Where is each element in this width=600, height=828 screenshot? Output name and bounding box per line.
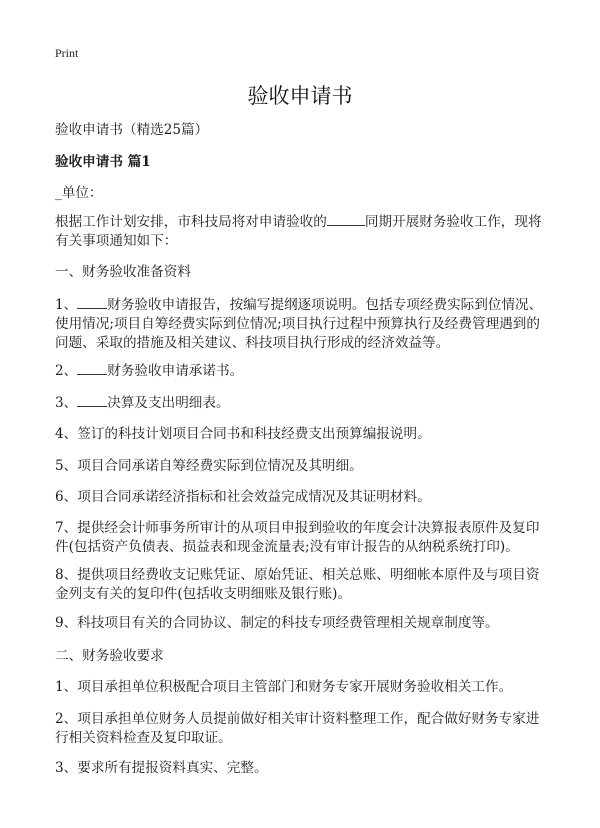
intro-text-end: 同期开展财务验收工作，现将有关事项通知如下： — [55, 214, 542, 249]
list-item-3 — [55, 393, 547, 413]
blank-underline — [77, 361, 107, 375]
list-item-9 — [55, 614, 547, 633]
item-number: 8、 — [55, 567, 78, 583]
item-number: 9、 — [55, 615, 78, 631]
part2-heading: 二、财务验收要求 — [55, 648, 164, 664]
item-text: 提供经会计师事务所审计的从项目申报到验收的年度会计决算报表原件及复印件(包括资产负债表、损益表和现金流量表;没有审计报告的从纳税系统打印)。 — [55, 520, 540, 555]
requirement-item-2: 2、项目承担单位财务人员提前做好相关审计资料整理工作，配合做好财务专家进行相关资料检查及复印取证。 — [55, 711, 540, 746]
item-number: 7、 — [55, 520, 78, 536]
intro-paragraph — [55, 212, 547, 251]
blank-underline — [327, 212, 365, 226]
item-number: 6、 — [55, 489, 78, 505]
item-number: 2、 — [55, 363, 78, 379]
list-item-4 — [55, 425, 547, 444]
item-text: 签订的科技计划项目合同书和科技经费支出预算编报说明。 — [77, 426, 431, 442]
item-text: 决算及支出明细表。 — [107, 395, 230, 411]
item-text: 提供项目经费收支记账凭证、原始凭证、相关总账、明细帐本原件及与项目资金列支有关的复印件(包括收支明细账及银行账)。 — [55, 567, 540, 602]
unit-line: _单位： — [55, 185, 103, 201]
list-item-7 — [55, 519, 547, 557]
item-number: 5、 — [55, 458, 78, 474]
item-number: 1、 — [55, 297, 78, 313]
blank-underline — [77, 295, 107, 309]
list-item-5 — [55, 457, 547, 476]
part1-heading: 一、财务验收准备资料 — [55, 264, 191, 280]
section-heading: 验收申请书 篇1 — [55, 154, 151, 170]
print-link[interactable]: Print — [55, 46, 79, 60]
list-item-8 — [55, 566, 547, 604]
document-subtitle: 验收申请书（精选25篇） — [55, 122, 209, 138]
item-text: 项目合同承诺自筹经费实际到位情况及其明细。 — [77, 458, 363, 474]
list-item-1 — [55, 295, 547, 353]
item-number: 4、 — [55, 426, 78, 442]
item-text: 科技项目有关的合同协议、制定的科技专项经费管理相关规章制度等。 — [77, 615, 499, 631]
requirement-item-1: 1、项目承担单位积极配合项目主管部门和财务专家开展财务验收相关工作。 — [55, 679, 513, 695]
blank-underline — [77, 393, 107, 407]
item-text: 财务验收申请报告，按编写提纲逐项说明。包括专项经费实际到位情况、使用情况;项目自筹经费实际到位情况;项目执行过程中预算执行及经费管理遇到的问题、采取的措施及相关建议、科技项目执行形成的经济效益等。 — [55, 297, 543, 351]
item-text: 财务验收申请承诺书。 — [107, 363, 244, 379]
document-title: 验收申请书 — [247, 84, 353, 108]
item-number: 3、 — [55, 395, 78, 411]
item-text: 项目合同承诺经济指标和社会效益完成情况及其证明材料。 — [77, 489, 431, 505]
list-item-2 — [55, 361, 547, 381]
requirement-item-3: 3、要求所有提报资料真实、完整。 — [55, 760, 268, 776]
intro-text-start: 根据工作计划安排，市科技局将对申请验收的 — [55, 214, 327, 230]
list-item-6 — [55, 488, 547, 507]
